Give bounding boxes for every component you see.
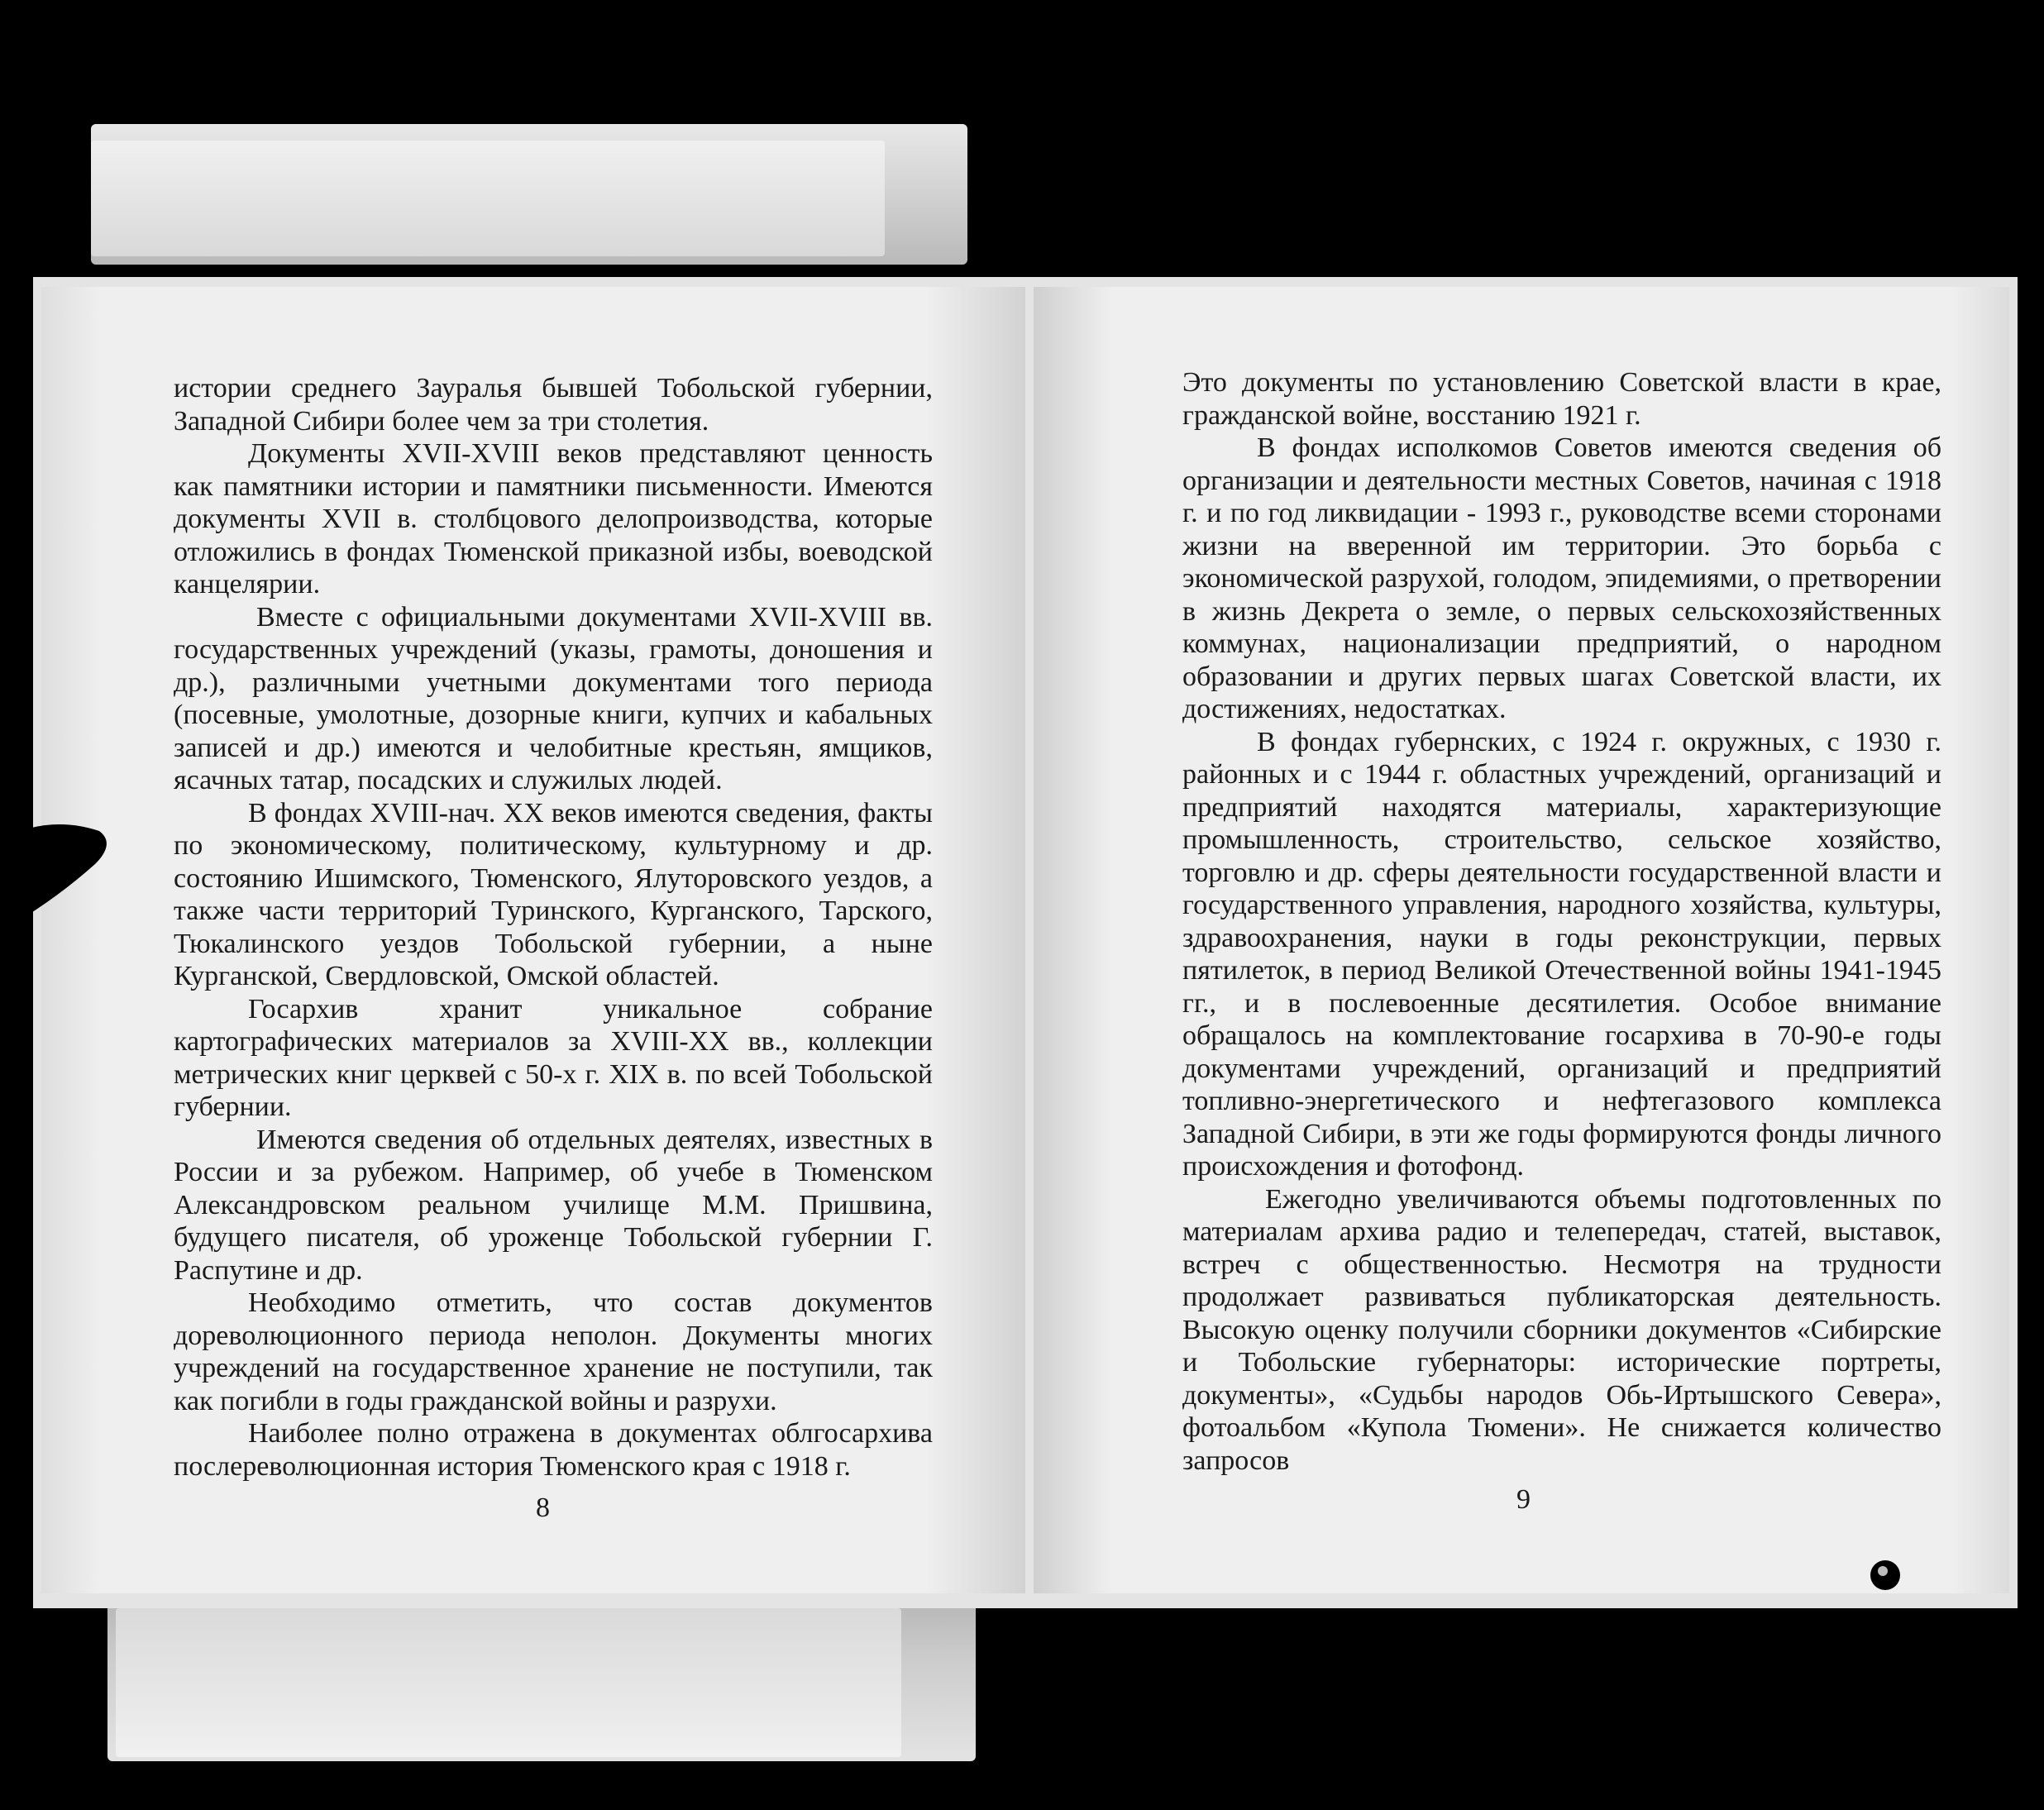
left-page bbox=[41, 287, 1025, 1593]
page-number: 9 bbox=[1516, 1484, 1531, 1515]
binder-clip-small-icon bbox=[1865, 1554, 1906, 1596]
right-page-text bbox=[1182, 366, 1941, 1477]
paragraph: Госархив хранит уникальное собрание картографических материалов за XVIII-XX вв., коллекции метрических книг церквей с 50-х г. XIX в. по всей Тобольской губернии. bbox=[174, 993, 933, 1122]
paragraph: Документы XVII-XVIII веков представляют ценность как памятники истории и памятники письменности. Имеются документы XVII в. столбцового делопроизводства, которые отложились в фондах Тюменской приказной избы, воеводской канцелярии. bbox=[174, 438, 933, 599]
paragraph: Необходимо отметить, что состав документов дореволюционного периода неполон. Документы многих учреждений на государственное хранение не поступили, так как погибли в годы гражданской войны и разрухи. bbox=[174, 1287, 933, 1416]
paragraph: истории среднего Зауралья бывшей Тобольской губернии, Западной Сибири более чем за три столетия. bbox=[174, 373, 933, 437]
paragraph: Имеются сведения об отдельных деятелях, известных в России и за рубежом. Например, об учебе в Тюменском Александровском реальном училище М.М. Пришвина, будущего писателя, об уроженце Тобольской губернии Г. Распутине и др. bbox=[174, 1124, 933, 1286]
book-holder-bottom-inner bbox=[116, 1608, 901, 1757]
paragraph: Это документы по установлению Советской власти в крае, гражданской войне, восстанию 1921 г. bbox=[1182, 367, 1941, 431]
paragraph: В фондах XVIII-нач. XX веков имеются сведения, факты по экономическому, политическому, культурному и др. состоянию Ишимского, Тюменского, Ялуторовского уездов, а также части территорий Туринского, Курганского, Тарского, Тюкалинского уездов Тобольской губернии, а ныне Курганской, Свердловской, Омской областей. bbox=[174, 797, 933, 991]
binder-clip-icon bbox=[0, 806, 124, 930]
page-number: 8 bbox=[536, 1492, 550, 1523]
paragraph: В фондах губернских, с 1924 г. окружных, с 1930 г. районных и с 1944 г. областных учреждений, организаций и предприятий находятся материалы, характеризующие промышленность, строительство, сельское хозяйство, торговлю и др. сферы деятельности государственной власти и государственного управления, народного хозяйства, культуры, здравоохранения, науки в годы реконструкции, первых пятилеток, в период Великой Отечественной войны 1941-1945 гг., и в послевоенные десятилетия. Особое внимание обращалось на комплектование госархива в 70-90-е годы документами учреждений, организаций и предприятий топливно-энергетического и нефтегазового комплекса Западной Сибири, в эти же годы формируются фонды личного происхождения и фотофонд. bbox=[1182, 726, 1941, 1182]
left-page-text bbox=[174, 372, 933, 1483]
book-holder-top-inner bbox=[91, 141, 885, 256]
paragraph: В фондах исполкомов Советов имеются сведения об организации и деятельности местных Советов, начиная с 1918 г. и по год ликвидации - 1993 г., руководстве всеми сторонами жизни на вверенной им территории. Это борьба с экономической разрухой, голодом, эпидемиями, о претворении в жизнь Декрета о земле, о первых сельскохозяйственных коммунах, национализации предприятий, о народном образовании и других первых шагах Советской власти, их достижениях, недостатках. bbox=[1182, 432, 1941, 724]
right-page bbox=[1034, 287, 2009, 1593]
paragraph: Вместе с официальными документами XVII-XVIII вв. государственных учреждений (указы, грамоты, доношения и др.), различными учетными документами того периода (посевные, умолотные, дозорные книги, купчих и кабальных записей и др.) имеются и челобитные крестьян, ямщиков, ясачных татар, посадских и служилых людей. bbox=[174, 601, 933, 795]
paragraph: Ежегодно увеличиваются объемы подготовленных по материалам архива радио и телепередач, статей, выставок, встреч с общественностью. Несмотря на трудности продолжает развиваться публикаторская деятельность. Высокую оценку получили сборники документов «Сибирские и Тобольские губернаторы: исторические портреты, документы», «Судьбы народов Обь-Иртышского Севера», фотоальбом «Купола Тюмени». Не снижается количество запросов bbox=[1182, 1183, 1941, 1476]
paragraph: Наиболее полно отражена в документах облгосархива послереволюционная история Тюменского края с 1918 г. bbox=[174, 1418, 933, 1482]
open-book bbox=[33, 277, 2018, 1608]
